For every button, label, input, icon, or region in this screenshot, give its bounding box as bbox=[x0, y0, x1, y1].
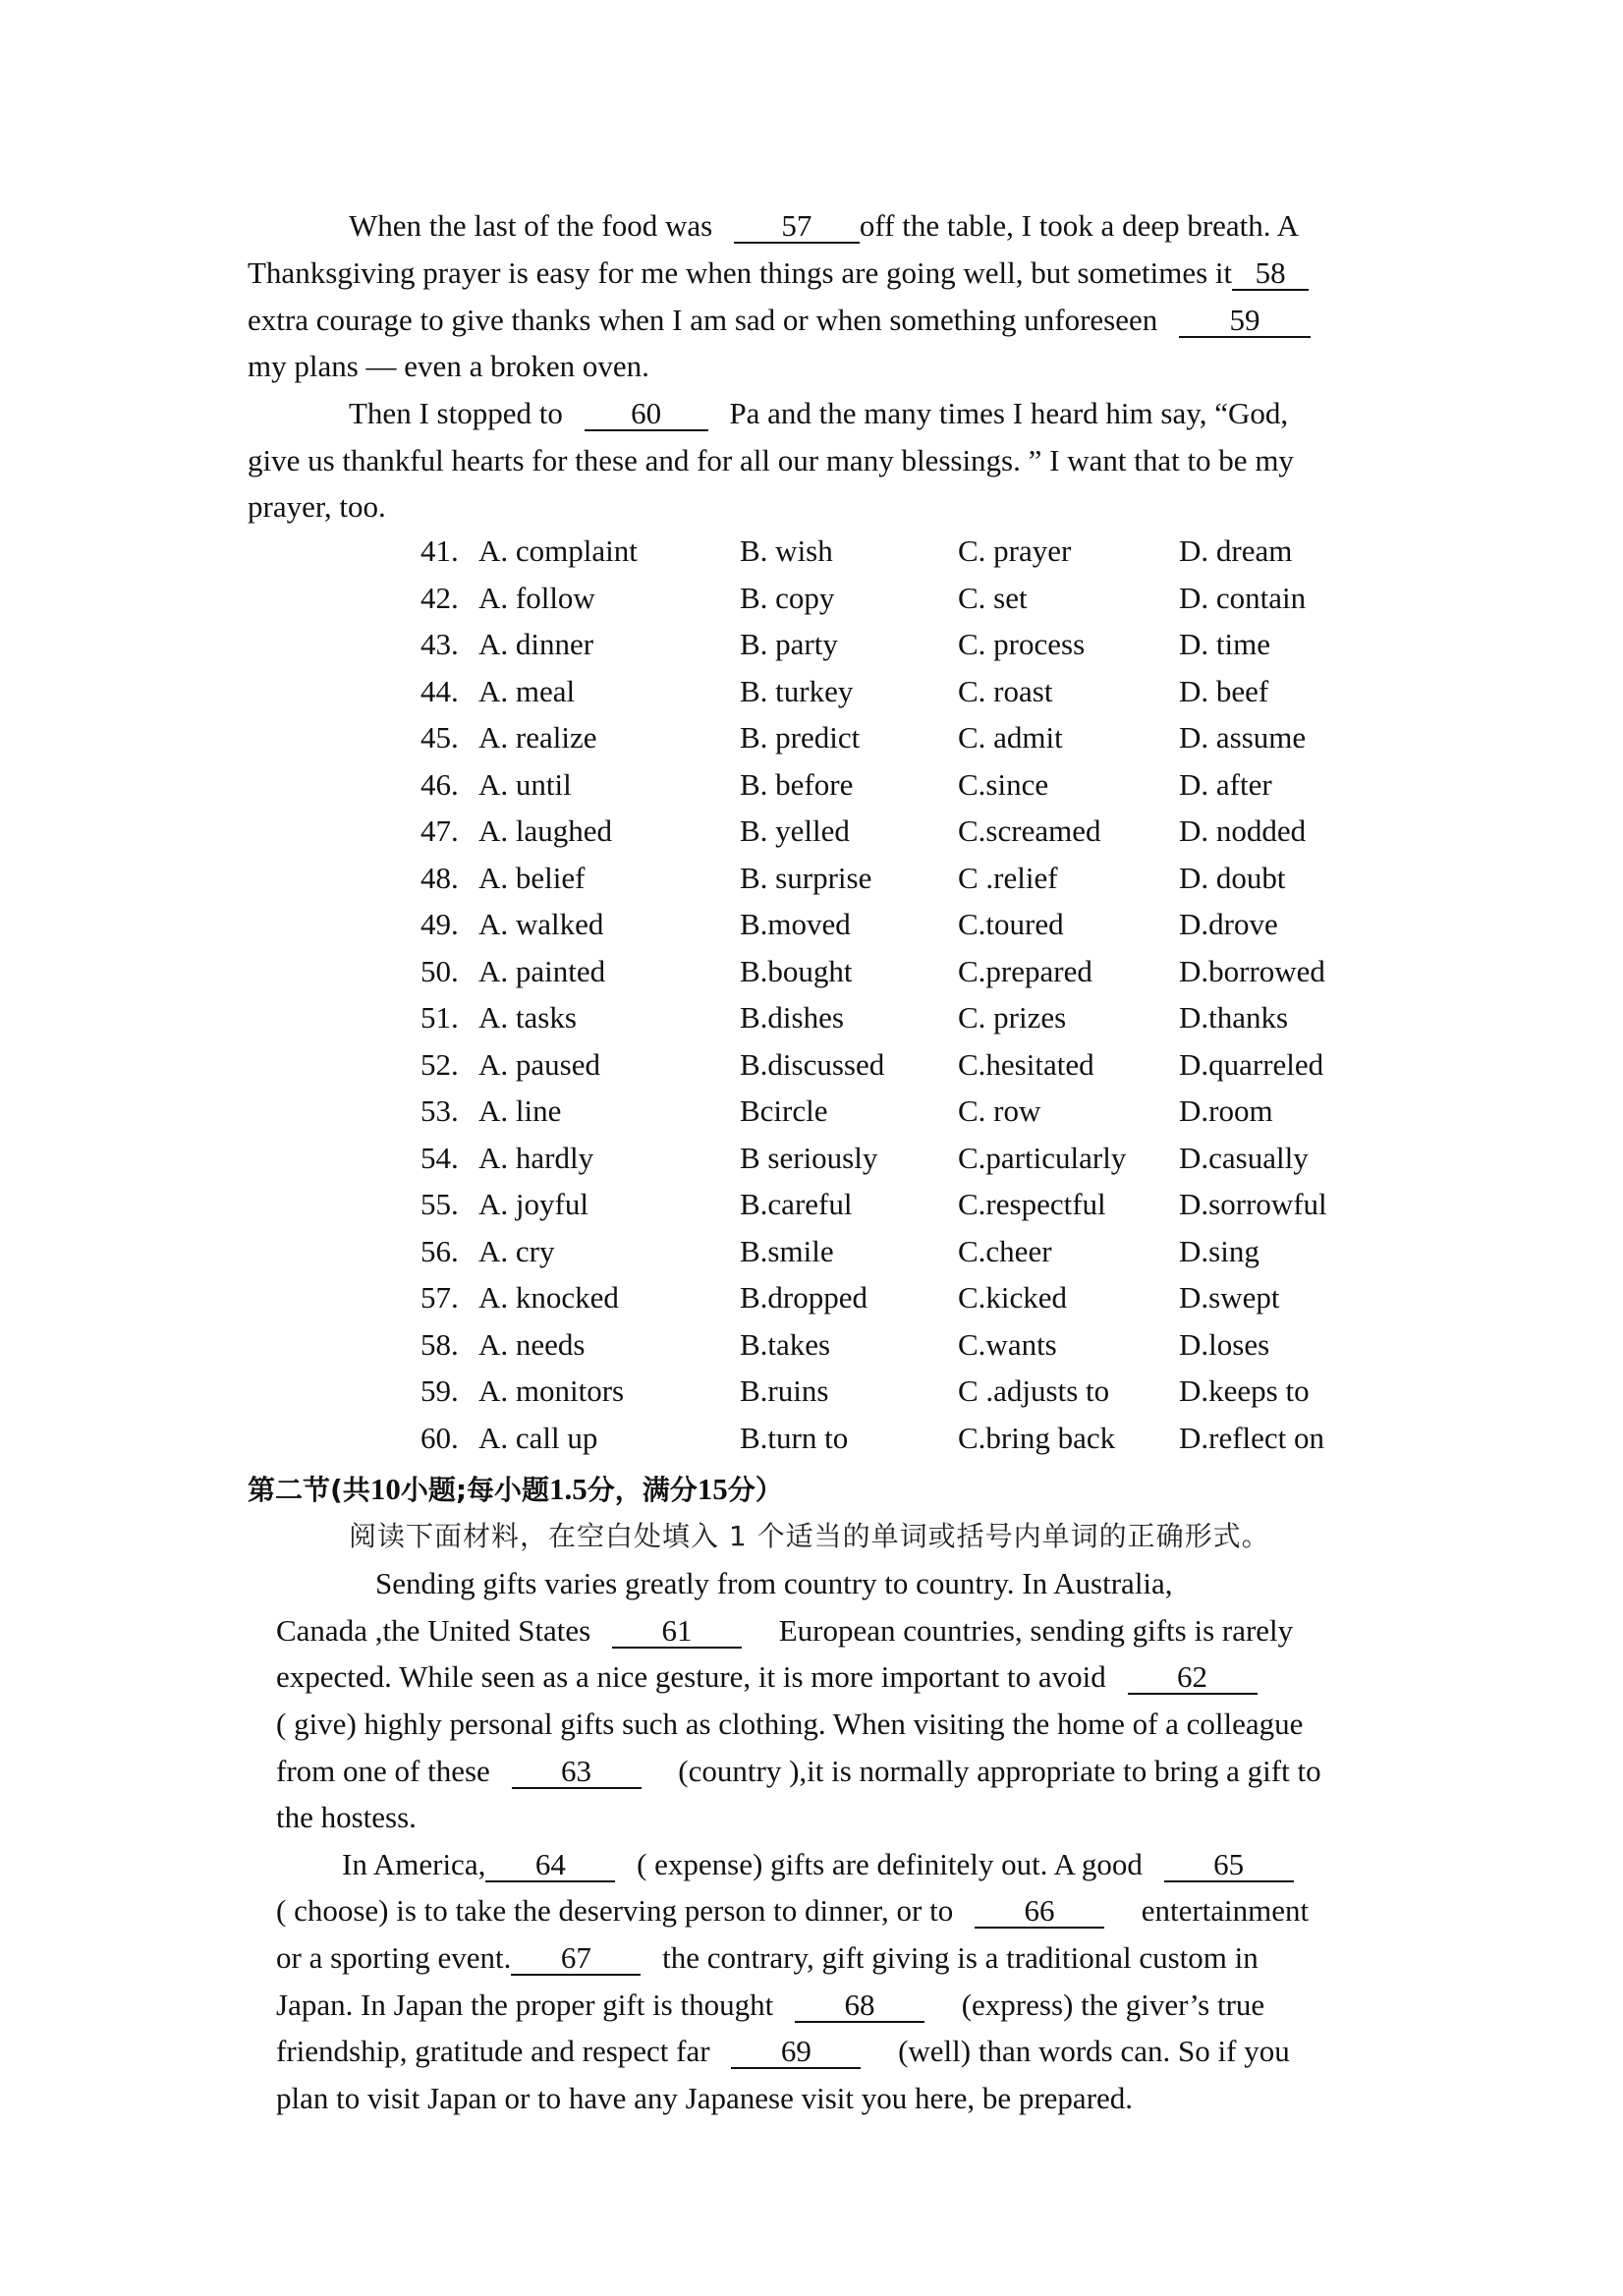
option-b[interactable]: B. wish bbox=[740, 533, 833, 568]
option-c[interactable]: C.since bbox=[958, 767, 1049, 802]
blank-69[interactable]: 69 bbox=[731, 2036, 861, 2069]
option-a[interactable]: A. complaint bbox=[478, 533, 638, 568]
option-a[interactable]: A. belief bbox=[478, 861, 586, 895]
option-d[interactable]: D. doubt bbox=[1179, 861, 1286, 895]
question-number: 45. bbox=[420, 720, 459, 755]
option-d[interactable]: D. after bbox=[1179, 767, 1272, 802]
option-a[interactable]: A. walked bbox=[478, 907, 604, 941]
question-number: 48. bbox=[420, 861, 459, 895]
option-a[interactable]: A. realize bbox=[478, 720, 597, 755]
option-d[interactable]: D.reflect on bbox=[1179, 1421, 1325, 1455]
question-number: 52. bbox=[420, 1047, 459, 1082]
option-c[interactable]: C .relief bbox=[958, 861, 1058, 895]
option-c[interactable]: C. set bbox=[958, 581, 1028, 615]
option-a[interactable]: A. knocked bbox=[478, 1280, 619, 1315]
passage1-line4: my plans — even a broken oven. bbox=[248, 349, 649, 383]
question-number: 47. bbox=[420, 813, 459, 848]
passage2-line12: plan to visit Japan or to have any Japanese visit you here, be prepared. bbox=[276, 2081, 1134, 2115]
question-number: 49. bbox=[420, 907, 459, 941]
option-b[interactable]: B.dishes bbox=[740, 1000, 844, 1035]
question-number: 55. bbox=[420, 1187, 459, 1221]
question-number: 41. bbox=[420, 533, 459, 568]
passage2-line2: Canada ,the United States 61 European countries, sending gifts is rarely bbox=[276, 1613, 1294, 1648]
option-c[interactable]: C.bring back bbox=[958, 1421, 1116, 1455]
option-a[interactable]: A. paused bbox=[478, 1047, 600, 1082]
option-d[interactable]: D.quarreled bbox=[1179, 1047, 1324, 1082]
question-number: 46. bbox=[420, 767, 459, 802]
blank-61[interactable]: 61 bbox=[612, 1615, 742, 1649]
passage2-line5: from one of these 63 (country ),it is normally appropriate to bring a gift to bbox=[276, 1754, 1321, 1788]
passage1-line6: give us thankful hearts for these and for all our many blessings. ” I want that to be my bbox=[248, 443, 1294, 477]
option-c[interactable]: C .adjusts to bbox=[958, 1373, 1110, 1408]
option-d[interactable]: D. contain bbox=[1179, 581, 1307, 615]
option-b[interactable]: B.moved bbox=[740, 907, 851, 941]
question-number: 57. bbox=[420, 1280, 459, 1315]
passage1-line1: When the last of the food was 57 off the table, I took a deep breath. A bbox=[349, 208, 1299, 243]
option-d[interactable]: D. time bbox=[1179, 627, 1270, 661]
option-a[interactable]: A. tasks bbox=[478, 1000, 577, 1035]
question-number: 53. bbox=[420, 1093, 459, 1128]
blank-63[interactable]: 63 bbox=[512, 1756, 642, 1789]
section2-heading: 第二节(共10小题;每小题1.5分，满分15分） bbox=[248, 1472, 783, 1506]
passage1-line2: Thanksgiving prayer is easy for me when things are going well, but sometimes it 58 bbox=[248, 250, 1309, 296]
option-c[interactable]: C.screamed bbox=[958, 813, 1101, 848]
option-a[interactable]: A. needs bbox=[478, 1327, 586, 1362]
option-b[interactable]: B.takes bbox=[740, 1327, 831, 1362]
option-b[interactable]: B. yelled bbox=[740, 813, 850, 848]
question-number: 50. bbox=[420, 954, 459, 988]
option-a[interactable]: A. monitors bbox=[478, 1373, 625, 1408]
option-c[interactable]: C.wants bbox=[958, 1327, 1057, 1362]
option-c[interactable]: C.prepared bbox=[958, 954, 1092, 988]
option-d[interactable]: D.thanks bbox=[1179, 1000, 1289, 1035]
option-b[interactable]: B. before bbox=[740, 767, 854, 802]
passage1-line7: prayer, too. bbox=[248, 489, 386, 524]
blank-59[interactable]: 59 bbox=[1179, 305, 1311, 338]
option-b[interactable]: B.ruins bbox=[740, 1373, 829, 1408]
option-b[interactable]: B.discussed bbox=[740, 1047, 885, 1082]
option-b[interactable]: B.careful bbox=[740, 1187, 853, 1221]
question-number: 56. bbox=[420, 1234, 459, 1268]
option-d[interactable]: D.sorrowful bbox=[1179, 1187, 1327, 1221]
option-d[interactable]: D.room bbox=[1179, 1093, 1273, 1128]
option-d[interactable]: D.casually bbox=[1179, 1141, 1309, 1175]
passage2-line8: ( choose) is to take the deserving person to dinner, or to 66 entertainment bbox=[276, 1893, 1310, 1928]
option-c[interactable]: C.cheer bbox=[958, 1234, 1052, 1268]
passage1-line5: Then I stopped to 60 Pa and the many times I heard him say, “God, bbox=[349, 396, 1289, 430]
question-number: 59. bbox=[420, 1373, 459, 1408]
option-a[interactable]: A. meal bbox=[478, 674, 576, 708]
option-d[interactable]: D. beef bbox=[1179, 674, 1269, 708]
option-c[interactable]: C. prayer bbox=[958, 533, 1072, 568]
option-c[interactable]: C. admit bbox=[958, 720, 1063, 755]
blank-67[interactable]: 67 bbox=[511, 1942, 641, 1976]
passage1-line3: extra courage to give thanks when I am sad or when something unforeseen 59 bbox=[248, 297, 1311, 343]
question-number: 54. bbox=[420, 1141, 459, 1175]
option-d[interactable]: D.loses bbox=[1179, 1327, 1270, 1362]
option-c[interactable]: C. process bbox=[958, 627, 1086, 661]
option-a[interactable]: A. follow bbox=[478, 581, 595, 615]
blank-68[interactable]: 68 bbox=[795, 1989, 924, 2023]
option-b[interactable]: B. predict bbox=[740, 720, 861, 755]
option-d[interactable]: D.swept bbox=[1179, 1280, 1280, 1315]
option-b[interactable]: B. party bbox=[740, 627, 838, 661]
option-b[interactable]: B.dropped bbox=[740, 1280, 868, 1315]
option-b[interactable]: B. surprise bbox=[740, 861, 872, 895]
option-b[interactable]: Bcircle bbox=[740, 1093, 828, 1128]
option-a[interactable]: A. until bbox=[478, 767, 572, 802]
option-a[interactable]: A. hardly bbox=[478, 1141, 594, 1175]
option-a[interactable]: A. painted bbox=[478, 954, 606, 988]
option-a[interactable]: A. call up bbox=[478, 1421, 598, 1455]
blank-57[interactable]: 57 bbox=[734, 210, 860, 244]
blank-64[interactable]: 64 bbox=[485, 1849, 615, 1882]
option-a[interactable]: A. line bbox=[478, 1093, 562, 1128]
option-d[interactable]: D.keeps to bbox=[1179, 1373, 1310, 1408]
option-d[interactable]: D.sing bbox=[1179, 1234, 1259, 1268]
question-number: 51. bbox=[420, 1000, 459, 1035]
option-c[interactable]: C. row bbox=[958, 1093, 1041, 1128]
blank-65[interactable]: 65 bbox=[1164, 1849, 1294, 1882]
option-d[interactable]: D.borrowed bbox=[1179, 954, 1325, 988]
option-d[interactable]: D. dream bbox=[1179, 533, 1293, 568]
option-c[interactable]: C.particularly bbox=[958, 1141, 1127, 1175]
passage2-line3: expected. While seen as a nice gesture, it is more important to avoid 62 bbox=[276, 1653, 1258, 1700]
blank-60[interactable]: 60 bbox=[585, 398, 708, 431]
passage2-line10: Japan. In Japan the proper gift is thought 68 (express) the giver’s true bbox=[276, 1988, 1265, 2022]
option-d[interactable]: D. nodded bbox=[1179, 813, 1307, 848]
question-number: 43. bbox=[420, 627, 459, 661]
passage2-line1: Sending gifts varies greatly from country to country. In Australia, bbox=[375, 1566, 1173, 1600]
option-a[interactable]: A. laughed bbox=[478, 813, 613, 848]
question-number: 58. bbox=[420, 1327, 459, 1362]
option-b[interactable]: B.bought bbox=[740, 954, 853, 988]
passage2-line9: or a sporting event. 67 the contrary, gift giving is a traditional custom in bbox=[276, 1940, 1259, 1975]
option-b[interactable]: B.turn to bbox=[740, 1421, 849, 1455]
blank-58[interactable]: 58 bbox=[1232, 257, 1309, 291]
option-c[interactable]: C.hesitated bbox=[958, 1047, 1094, 1082]
blank-62[interactable]: 62 bbox=[1128, 1661, 1258, 1695]
option-a[interactable]: A. cry bbox=[478, 1234, 555, 1268]
passage2-line7: In America, 64 ( expense) gifts are definitely out. A good 65 bbox=[342, 1841, 1294, 1887]
option-a[interactable]: A. dinner bbox=[478, 627, 594, 661]
question-number: 60. bbox=[420, 1421, 459, 1455]
option-c[interactable]: C.toured bbox=[958, 907, 1064, 941]
option-c[interactable]: C. roast bbox=[958, 674, 1053, 708]
option-c[interactable]: C.kicked bbox=[958, 1280, 1068, 1315]
option-a[interactable]: A. joyful bbox=[478, 1187, 588, 1221]
passage2-line11: friendship, gratitude and respect far 69 (well) than words can. So if you bbox=[276, 2034, 1290, 2068]
passage2-line4: ( give) highly personal gifts such as clothing. When visiting the home of a colleague bbox=[276, 1707, 1304, 1741]
question-number: 44. bbox=[420, 674, 459, 708]
blank-66[interactable]: 66 bbox=[975, 1895, 1104, 1929]
option-c[interactable]: C. prizes bbox=[958, 1000, 1067, 1035]
passage2-line6: the hostess. bbox=[276, 1800, 417, 1834]
option-d[interactable]: D.drove bbox=[1179, 907, 1278, 941]
option-b[interactable]: B seriously bbox=[740, 1141, 878, 1175]
section2-instruction: 阅读下面材料，在空白处填入 1 个适当的单词或括号内单词的正确形式。 bbox=[349, 1520, 1270, 1552]
option-b[interactable]: B. turkey bbox=[740, 674, 854, 708]
option-c[interactable]: C.respectful bbox=[958, 1187, 1106, 1221]
option-b[interactable]: B.smile bbox=[740, 1234, 834, 1268]
question-number: 42. bbox=[420, 581, 459, 615]
option-d[interactable]: D. assume bbox=[1179, 720, 1307, 755]
option-b[interactable]: B. copy bbox=[740, 581, 835, 615]
